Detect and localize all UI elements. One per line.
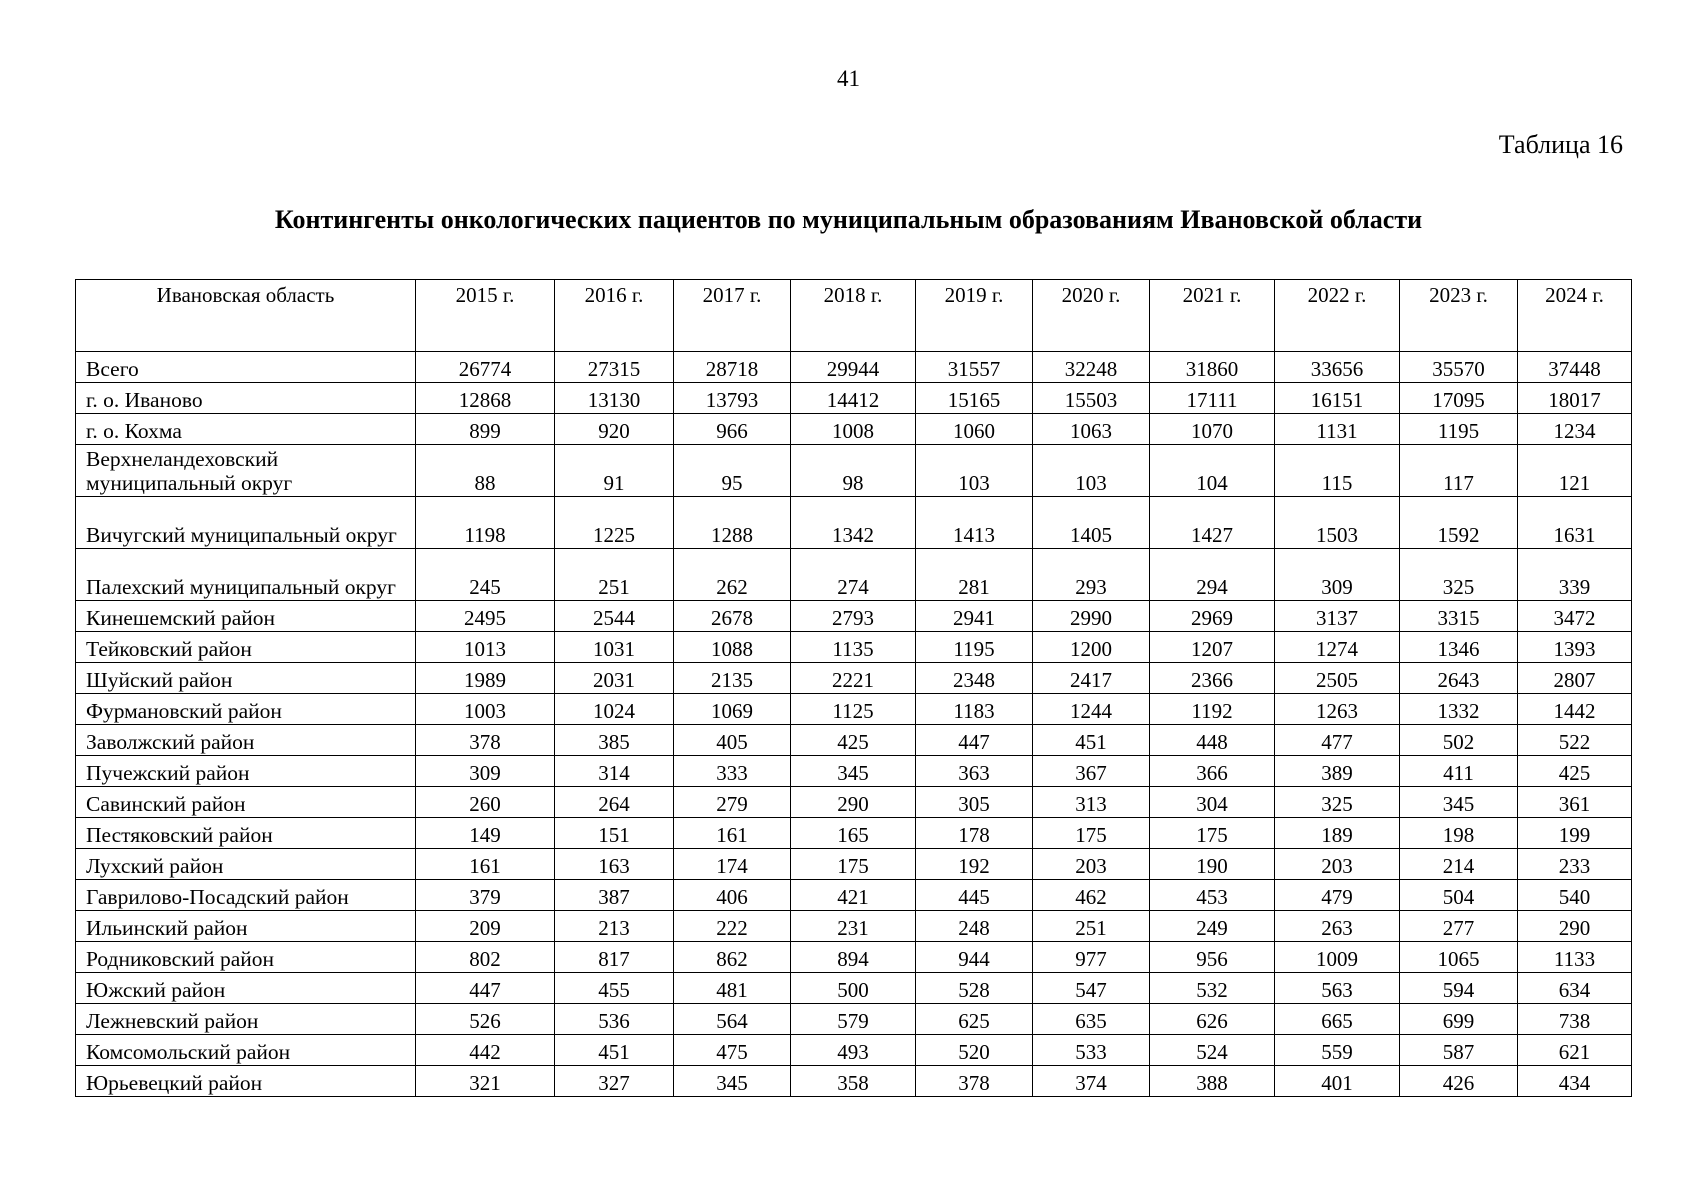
value-cell: 175 (1150, 818, 1275, 849)
value-cell: 587 (1400, 1035, 1518, 1066)
column-header-year: 2016 г. (555, 280, 674, 352)
value-cell: 260 (416, 787, 555, 818)
row-label: Вичугский муниципальный округ (76, 497, 416, 549)
value-cell: 522 (1518, 725, 1632, 756)
value-cell: 313 (1033, 787, 1150, 818)
value-cell: 32248 (1033, 352, 1150, 383)
value-cell: 2366 (1150, 663, 1275, 694)
column-header-year: 2024 г. (1518, 280, 1632, 352)
value-cell: 1207 (1150, 632, 1275, 663)
document-title: Контингенты онкологических пациентов по муниципальным образованиям Ивановской области (274, 205, 1423, 234)
value-cell: 956 (1150, 942, 1275, 973)
value-cell: 95 (674, 445, 791, 497)
value-cell: 13130 (555, 383, 674, 414)
value-cell: 462 (1033, 880, 1150, 911)
value-cell: 536 (555, 1004, 674, 1035)
row-label: Кинешемский район (76, 601, 416, 632)
value-cell: 264 (555, 787, 674, 818)
value-cell: 1195 (916, 632, 1033, 663)
row-label: Ильинский район (76, 911, 416, 942)
value-cell: 1263 (1275, 694, 1400, 725)
value-cell: 406 (674, 880, 791, 911)
value-cell: 479 (1275, 880, 1400, 911)
column-header-year: 2020 г. (1033, 280, 1150, 352)
value-cell: 305 (916, 787, 1033, 818)
value-cell: 1031 (555, 632, 674, 663)
table-row (76, 497, 1632, 549)
value-cell: 1225 (555, 497, 674, 549)
value-cell: 231 (791, 911, 916, 942)
value-cell: 31860 (1150, 352, 1275, 383)
value-cell: 626 (1150, 1004, 1275, 1035)
row-label: Верхнеландеховский муниципальный округ (76, 445, 416, 497)
value-cell: 547 (1033, 973, 1150, 1004)
value-cell: 304 (1150, 787, 1275, 818)
value-cell: 189 (1275, 818, 1400, 849)
value-cell: 1405 (1033, 497, 1150, 549)
value-cell: 451 (555, 1035, 674, 1066)
value-cell: 447 (916, 725, 1033, 756)
value-cell: 1393 (1518, 632, 1632, 663)
value-cell: 1234 (1518, 414, 1632, 445)
value-cell: 451 (1033, 725, 1150, 756)
value-cell: 1631 (1518, 497, 1632, 549)
value-cell: 1133 (1518, 942, 1632, 973)
value-cell: 281 (916, 549, 1033, 601)
value-cell: 367 (1033, 756, 1150, 787)
value-cell: 293 (1033, 549, 1150, 601)
value-cell: 738 (1518, 1004, 1632, 1035)
row-label: Савинский район (76, 787, 416, 818)
value-cell: 1332 (1400, 694, 1518, 725)
row-label: Южский район (76, 973, 416, 1004)
value-cell: 2221 (791, 663, 916, 694)
value-cell: 29944 (791, 352, 916, 383)
value-cell: 378 (916, 1066, 1033, 1097)
value-cell: 366 (1150, 756, 1275, 787)
value-cell: 387 (555, 880, 674, 911)
value-cell: 894 (791, 942, 916, 973)
column-header-region: Ивановская область (76, 280, 416, 352)
column-header-year: 2019 г. (916, 280, 1033, 352)
value-cell: 314 (555, 756, 674, 787)
value-cell: 37448 (1518, 352, 1632, 383)
value-cell: 425 (791, 725, 916, 756)
value-cell: 339 (1518, 549, 1632, 601)
value-cell: 248 (916, 911, 1033, 942)
table-row (76, 911, 1632, 942)
value-cell: 445 (916, 880, 1033, 911)
value-cell: 309 (1275, 549, 1400, 601)
row-label: Лежневский район (76, 1004, 416, 1035)
value-cell: 309 (416, 756, 555, 787)
value-cell: 325 (1275, 787, 1400, 818)
value-cell: 2990 (1033, 601, 1150, 632)
value-cell: 2941 (916, 601, 1033, 632)
value-cell: 1274 (1275, 632, 1400, 663)
value-cell: 379 (416, 880, 555, 911)
value-cell: 455 (555, 973, 674, 1004)
value-cell: 121 (1518, 445, 1632, 497)
table-body (76, 352, 1632, 1097)
value-cell: 161 (416, 849, 555, 880)
value-cell: 233 (1518, 849, 1632, 880)
value-cell: 526 (416, 1004, 555, 1035)
value-cell: 405 (674, 725, 791, 756)
contingent-table (75, 279, 1632, 1097)
value-cell: 26774 (416, 352, 555, 383)
value-cell: 540 (1518, 880, 1632, 911)
value-cell: 222 (674, 911, 791, 942)
value-cell: 442 (416, 1035, 555, 1066)
value-cell: 279 (674, 787, 791, 818)
value-cell: 2793 (791, 601, 916, 632)
value-cell: 15165 (916, 383, 1033, 414)
value-cell: 361 (1518, 787, 1632, 818)
value-cell: 1135 (791, 632, 916, 663)
value-cell: 385 (555, 725, 674, 756)
row-label: Гаврилово-Посадский район (76, 880, 416, 911)
value-cell: 165 (791, 818, 916, 849)
value-cell: 1342 (791, 497, 916, 549)
value-cell: 2969 (1150, 601, 1275, 632)
value-cell: 1009 (1275, 942, 1400, 973)
table-row (76, 445, 1632, 497)
column-header-year: 2018 г. (791, 280, 916, 352)
table-row (76, 549, 1632, 601)
page-number: 41 (837, 66, 860, 91)
value-cell: 817 (555, 942, 674, 973)
value-cell: 453 (1150, 880, 1275, 911)
value-cell: 290 (1518, 911, 1632, 942)
value-cell: 528 (916, 973, 1033, 1004)
value-cell: 621 (1518, 1035, 1632, 1066)
value-cell: 13793 (674, 383, 791, 414)
row-label: Юрьевецкий район (76, 1066, 416, 1097)
value-cell: 899 (416, 414, 555, 445)
value-cell: 448 (1150, 725, 1275, 756)
value-cell: 3137 (1275, 601, 1400, 632)
value-cell: 920 (555, 414, 674, 445)
row-label: Фурмановский район (76, 694, 416, 725)
row-label: г. о. Кохма (76, 414, 416, 445)
table-row (76, 787, 1632, 818)
value-cell: 27315 (555, 352, 674, 383)
value-cell: 421 (791, 880, 916, 911)
value-cell: 520 (916, 1035, 1033, 1066)
value-cell: 564 (674, 1004, 791, 1035)
value-cell: 481 (674, 973, 791, 1004)
value-cell: 2643 (1400, 663, 1518, 694)
value-cell: 1070 (1150, 414, 1275, 445)
value-cell: 634 (1518, 973, 1632, 1004)
table-row (76, 942, 1632, 973)
value-cell: 274 (791, 549, 916, 601)
value-cell: 251 (555, 549, 674, 601)
value-cell: 198 (1400, 818, 1518, 849)
value-cell: 345 (791, 756, 916, 787)
value-cell: 425 (1518, 756, 1632, 787)
row-label: Пучежский район (76, 756, 416, 787)
value-cell: 504 (1400, 880, 1518, 911)
value-cell: 88 (416, 445, 555, 497)
value-cell: 115 (1275, 445, 1400, 497)
table-row (76, 414, 1632, 445)
value-cell: 862 (674, 942, 791, 973)
value-cell: 345 (674, 1066, 791, 1097)
value-cell: 1024 (555, 694, 674, 725)
value-cell: 802 (416, 942, 555, 973)
value-cell: 14412 (791, 383, 916, 414)
value-cell: 500 (791, 973, 916, 1004)
value-cell: 103 (1033, 445, 1150, 497)
value-cell: 1442 (1518, 694, 1632, 725)
column-header-year: 2017 г. (674, 280, 791, 352)
value-cell: 2544 (555, 601, 674, 632)
row-label: Лухский район (76, 849, 416, 880)
value-cell: 161 (674, 818, 791, 849)
row-label: Шуйский район (76, 663, 416, 694)
value-cell: 175 (1033, 818, 1150, 849)
value-cell: 263 (1275, 911, 1400, 942)
column-header-year: 2021 г. (1150, 280, 1275, 352)
value-cell: 16151 (1275, 383, 1400, 414)
value-cell: 245 (416, 549, 555, 601)
value-cell: 665 (1275, 1004, 1400, 1035)
value-cell: 327 (555, 1066, 674, 1097)
value-cell: 103 (916, 445, 1033, 497)
row-label: Тейковский район (76, 632, 416, 663)
value-cell: 475 (674, 1035, 791, 1066)
value-cell: 1503 (1275, 497, 1400, 549)
row-label: Родниковский район (76, 942, 416, 973)
value-cell: 2135 (674, 663, 791, 694)
value-cell: 190 (1150, 849, 1275, 880)
row-label: Всего (76, 352, 416, 383)
value-cell: 1088 (674, 632, 791, 663)
table-row (76, 756, 1632, 787)
row-label: Заволжский район (76, 725, 416, 756)
value-cell: 31557 (916, 352, 1033, 383)
value-cell: 294 (1150, 549, 1275, 601)
value-cell: 2495 (416, 601, 555, 632)
value-cell: 374 (1033, 1066, 1150, 1097)
value-cell: 1244 (1033, 694, 1150, 725)
value-cell: 3315 (1400, 601, 1518, 632)
value-cell: 1592 (1400, 497, 1518, 549)
value-cell: 524 (1150, 1035, 1275, 1066)
value-cell: 477 (1275, 725, 1400, 756)
table-row (76, 663, 1632, 694)
value-cell: 251 (1033, 911, 1150, 942)
value-cell: 2417 (1033, 663, 1150, 694)
value-cell: 411 (1400, 756, 1518, 787)
table-row (76, 632, 1632, 663)
value-cell: 1413 (916, 497, 1033, 549)
value-cell: 2031 (555, 663, 674, 694)
value-cell: 1063 (1033, 414, 1150, 445)
table-row (76, 694, 1632, 725)
value-cell: 1198 (416, 497, 555, 549)
value-cell: 163 (555, 849, 674, 880)
value-cell: 12868 (416, 383, 555, 414)
value-cell: 35570 (1400, 352, 1518, 383)
value-cell: 214 (1400, 849, 1518, 880)
table-row (76, 880, 1632, 911)
row-label: г. о. Иваново (76, 383, 416, 414)
table-row (76, 1004, 1632, 1035)
value-cell: 91 (555, 445, 674, 497)
value-cell: 594 (1400, 973, 1518, 1004)
value-cell: 363 (916, 756, 1033, 787)
value-cell: 559 (1275, 1035, 1400, 1066)
value-cell: 149 (416, 818, 555, 849)
value-cell: 17111 (1150, 383, 1275, 414)
value-cell: 17095 (1400, 383, 1518, 414)
value-cell: 178 (916, 818, 1033, 849)
value-cell: 2505 (1275, 663, 1400, 694)
table-row (76, 352, 1632, 383)
value-cell: 1346 (1400, 632, 1518, 663)
value-cell: 3472 (1518, 601, 1632, 632)
value-cell: 635 (1033, 1004, 1150, 1035)
value-cell: 1288 (674, 497, 791, 549)
value-cell: 699 (1400, 1004, 1518, 1035)
table-row (76, 818, 1632, 849)
value-cell: 174 (674, 849, 791, 880)
column-header-year: 2022 г. (1275, 280, 1400, 352)
row-label: Палехский муниципальный округ (76, 549, 416, 601)
value-cell: 175 (791, 849, 916, 880)
column-header-year: 2015 г. (416, 280, 555, 352)
value-cell: 1008 (791, 414, 916, 445)
value-cell: 151 (555, 818, 674, 849)
value-cell: 388 (1150, 1066, 1275, 1097)
value-cell: 1183 (916, 694, 1033, 725)
value-cell: 28718 (674, 352, 791, 383)
table-row (76, 1035, 1632, 1066)
value-cell: 1003 (416, 694, 555, 725)
table-row (76, 601, 1632, 632)
value-cell: 209 (416, 911, 555, 942)
value-cell: 104 (1150, 445, 1275, 497)
value-cell: 447 (416, 973, 555, 1004)
value-cell: 434 (1518, 1066, 1632, 1097)
value-cell: 192 (916, 849, 1033, 880)
table-row (76, 1066, 1632, 1097)
value-cell: 532 (1150, 973, 1275, 1004)
value-cell: 321 (416, 1066, 555, 1097)
table-label: Таблица 16 (1498, 130, 1623, 159)
value-cell: 944 (916, 942, 1033, 973)
value-cell: 33656 (1275, 352, 1400, 383)
value-cell: 325 (1400, 549, 1518, 601)
value-cell: 533 (1033, 1035, 1150, 1066)
table-row (76, 973, 1632, 1004)
value-cell: 2807 (1518, 663, 1632, 694)
value-cell: 117 (1400, 445, 1518, 497)
value-cell: 203 (1033, 849, 1150, 880)
value-cell: 1200 (1033, 632, 1150, 663)
table-row (76, 725, 1632, 756)
column-header-year: 2023 г. (1400, 280, 1518, 352)
value-cell: 1131 (1275, 414, 1400, 445)
value-cell: 2678 (674, 601, 791, 632)
value-cell: 1013 (416, 632, 555, 663)
value-cell: 213 (555, 911, 674, 942)
value-cell: 18017 (1518, 383, 1632, 414)
value-cell: 1195 (1400, 414, 1518, 445)
value-cell: 389 (1275, 756, 1400, 787)
value-cell: 199 (1518, 818, 1632, 849)
table-row (76, 383, 1632, 414)
value-cell: 2348 (916, 663, 1033, 694)
value-cell: 262 (674, 549, 791, 601)
value-cell: 333 (674, 756, 791, 787)
value-cell: 977 (1033, 942, 1150, 973)
value-cell: 1069 (674, 694, 791, 725)
row-label: Пестяковский район (76, 818, 416, 849)
value-cell: 15503 (1033, 383, 1150, 414)
value-cell: 1989 (416, 663, 555, 694)
value-cell: 625 (916, 1004, 1033, 1035)
value-cell: 290 (791, 787, 916, 818)
value-cell: 493 (791, 1035, 916, 1066)
header-row (76, 280, 1632, 352)
value-cell: 1060 (916, 414, 1033, 445)
value-cell: 966 (674, 414, 791, 445)
value-cell: 401 (1275, 1066, 1400, 1097)
value-cell: 277 (1400, 911, 1518, 942)
value-cell: 1192 (1150, 694, 1275, 725)
value-cell: 249 (1150, 911, 1275, 942)
value-cell: 1065 (1400, 942, 1518, 973)
row-label: Комсомольский район (76, 1035, 416, 1066)
value-cell: 426 (1400, 1066, 1518, 1097)
value-cell: 358 (791, 1066, 916, 1097)
value-cell: 345 (1400, 787, 1518, 818)
value-cell: 579 (791, 1004, 916, 1035)
table-row (76, 849, 1632, 880)
value-cell: 563 (1275, 973, 1400, 1004)
value-cell: 1125 (791, 694, 916, 725)
value-cell: 98 (791, 445, 916, 497)
value-cell: 378 (416, 725, 555, 756)
value-cell: 1427 (1150, 497, 1275, 549)
value-cell: 502 (1400, 725, 1518, 756)
value-cell: 203 (1275, 849, 1400, 880)
